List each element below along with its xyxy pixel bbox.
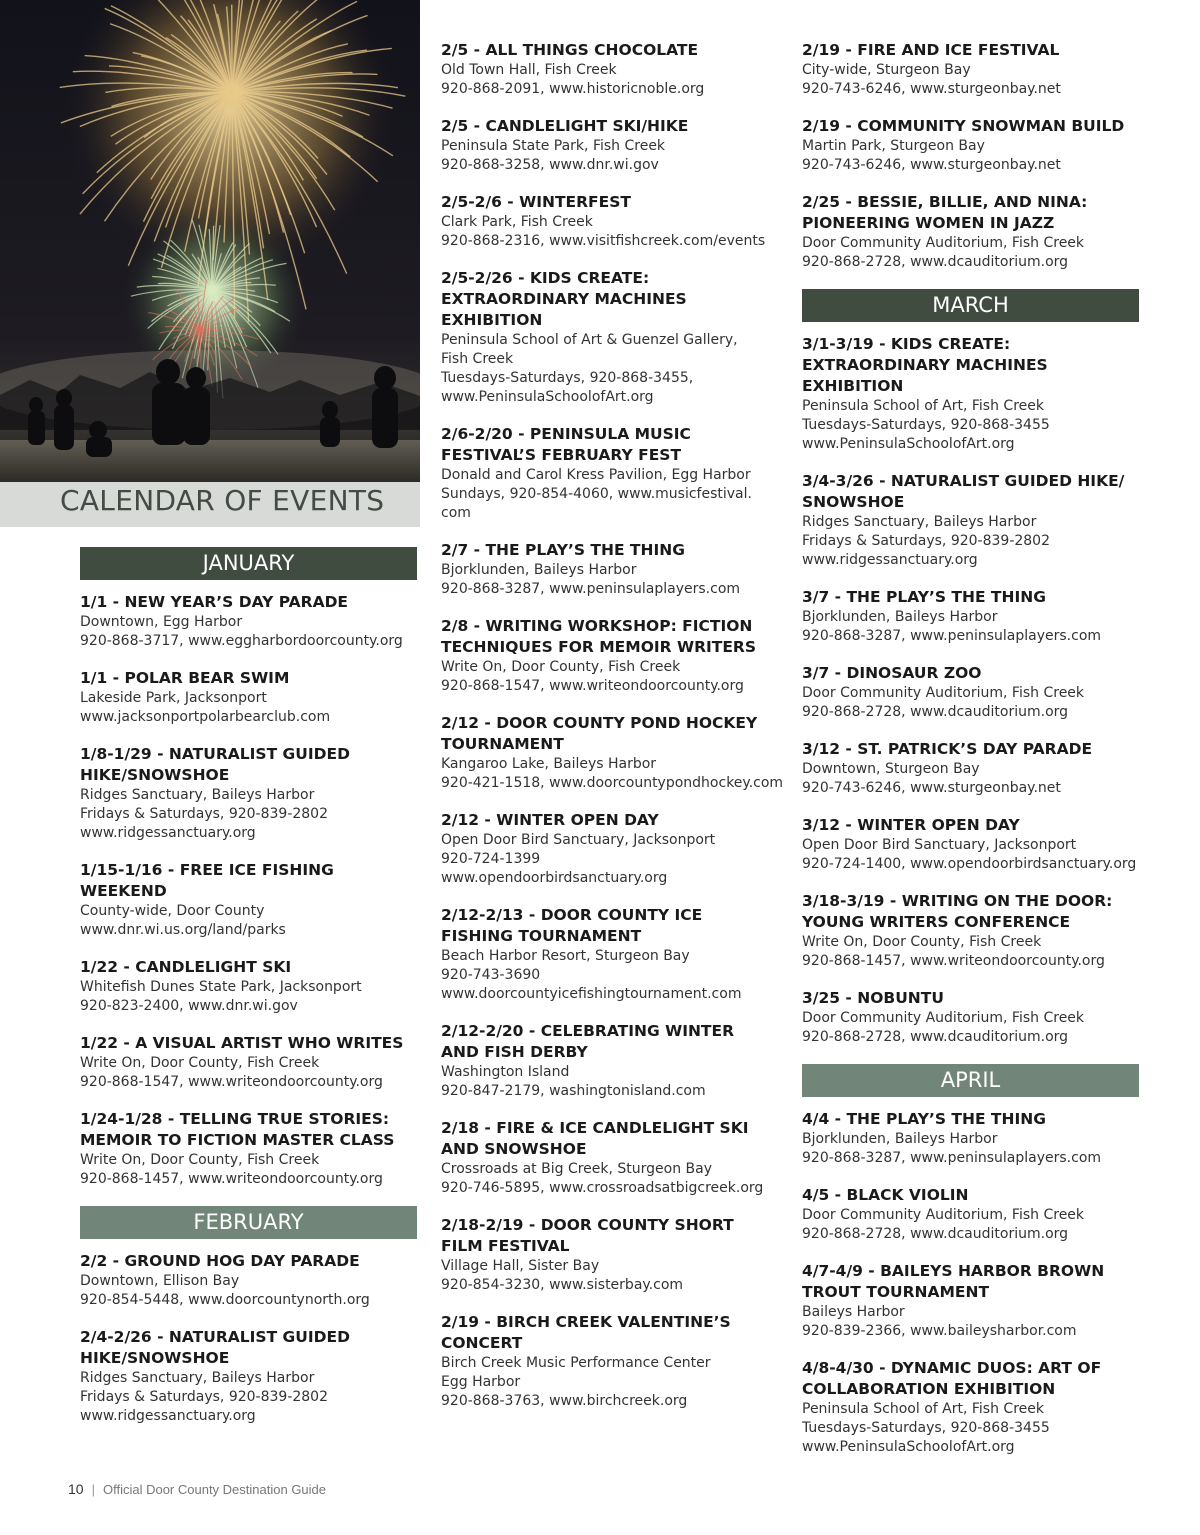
event-item (80, 744, 417, 843)
event-details: County-wide, Door County www.dnr.wi.us.org/land/parks (80, 903, 286, 938)
event-details: Downtown, Ellison Bay 920-854-5448, www.doorcountynorth.org (80, 1273, 370, 1308)
event-item (441, 40, 786, 99)
event-details: Kangaroo Lake, Baileys Harbor 920-421-1518, www.doorcountypondhockey.com (441, 756, 784, 791)
month-header: JANUARY (80, 547, 417, 580)
event-details: Door Community Auditorium, Fish Creek 920-868-2728, www.dcauditorium.org (802, 1207, 1085, 1242)
event-title: 2/5 - CANDLELIGHT SKI/HIKE (441, 117, 689, 135)
event-title: 3/25 - NOBUNTU (802, 989, 944, 1007)
column-3 (802, 40, 1139, 1474)
event-item (802, 116, 1139, 175)
event-details: Donald and Carol Kress Pavilion, Egg Harbor Sundays, 920-854-4060, www.musicfestival. com (441, 467, 752, 521)
event-title: 3/4-3/26 - NATURALIST GUIDED HIKE/ SNOWSHOE (802, 472, 1125, 511)
event-item (80, 1109, 417, 1189)
event-item (802, 334, 1139, 454)
event-details: Lakeside Park, Jacksonport www.jacksonportpolarbearclub.com (80, 690, 331, 725)
event-details: Baileys Harbor 920-839-2366, www.baileysharbor.com (802, 1304, 1077, 1339)
event-title: 2/6-2/20 - PENINSULA MUSIC FESTIVAL’S FEBRUARY FEST (441, 425, 691, 464)
event-details: Downtown, Egg Harbor 920-868-3717, www.eggharbordoorcounty.org (80, 614, 403, 649)
column-1 (80, 547, 417, 1443)
event-item (441, 1312, 786, 1411)
month-header: APRIL (802, 1064, 1139, 1097)
event-title: 2/25 - BESSIE, BILLIE, AND NINA: PIONEERING WOMEN IN JAZZ (802, 193, 1088, 232)
event-details: Washington Island 920-847-2179, washingtonisland.com (441, 1064, 706, 1099)
event-item (80, 1327, 417, 1426)
event-details: Old Town Hall, Fish Creek 920-868-2091, www.historicnoble.org (441, 62, 705, 97)
event-title: 2/19 - COMMUNITY SNOWMAN BUILD (802, 117, 1125, 135)
event-details: Write On, Door County, Fish Creek 920-868-1457, www.writeondoorcounty.org (80, 1152, 383, 1187)
event-title: 1/22 - A VISUAL ARTIST WHO WRITES (80, 1034, 404, 1052)
event-item (441, 192, 786, 251)
page-title: CALENDAR OF EVENTS (60, 484, 385, 517)
event-item (441, 268, 786, 407)
event-title: 3/18-3/19 - WRITING ON THE DOOR: YOUNG WRITERS CONFERENCE (802, 892, 1113, 931)
event-details: Downtown, Sturgeon Bay 920-743-6246, www.sturgeonbay.net (802, 761, 1061, 796)
event-item (80, 668, 417, 727)
event-item (802, 1358, 1139, 1457)
event-item (802, 192, 1139, 272)
event-title: 2/5-2/6 - WINTERFEST (441, 193, 631, 211)
event-details: Open Door Bird Sanctuary, Jacksonport 920-724-1400, www.opendoorbirdsanctuary.org (802, 837, 1137, 872)
event-title: 2/7 - THE PLAY’S THE THING (441, 541, 685, 559)
page-footer (68, 1481, 326, 1497)
event-item (80, 860, 417, 940)
event-details: Birch Creek Music Performance Center Egg Harbor 920-868-3763, www.birchcreek.org (441, 1355, 711, 1409)
event-details: Village Hall, Sister Bay 920-854-3230, www.sisterbay.com (441, 1258, 684, 1293)
event-title: 4/7-4/9 - BAILEYS HARBOR BROWN TROUT TOURNAMENT (802, 1262, 1105, 1301)
event-item (80, 1033, 417, 1092)
event-item (802, 891, 1139, 971)
event-details: Ridges Sanctuary, Baileys Harbor Fridays & Saturdays, 920-839-2802 www.ridgessanctuary.org (80, 787, 329, 841)
event-item (802, 587, 1139, 646)
event-details: Door Community Auditorium, Fish Creek 920-868-2728, www.dcauditorium.org (802, 235, 1085, 270)
event-title: 2/12 - DOOR COUNTY POND HOCKEY TOURNAMENT (441, 714, 758, 753)
event-details: Bjorklunden, Baileys Harbor 920-868-3287, www.peninsulaplayers.com (802, 609, 1102, 644)
event-title: 2/2 - GROUND HOG DAY PARADE (80, 1252, 360, 1270)
event-details: Door Community Auditorium, Fish Creek 920-868-2728, www.dcauditorium.org (802, 685, 1085, 720)
event-item (80, 1251, 417, 1310)
event-details: Crossroads at Big Creek, Sturgeon Bay 920-746-5895, www.crossroadsatbigcreek.org (441, 1161, 764, 1196)
event-title: 2/4-2/26 - NATURALIST GUIDED HIKE/SNOWSHOE (80, 1328, 350, 1367)
event-title: 1/1 - NEW YEAR’S DAY PARADE (80, 593, 349, 611)
event-item (802, 471, 1139, 570)
fireworks-image (0, 0, 420, 482)
event-title: 2/19 - BIRCH CREEK VALENTINE’S CONCERT (441, 1313, 731, 1352)
column-2 (441, 40, 786, 1428)
event-details: Peninsula School of Art & Guenzel Gallery, Fish Creek Tuesdays-Saturdays, 920-868-3455, www.PeninsulaSchoolofArt.org (441, 332, 738, 405)
event-title: 2/19 - FIRE AND ICE FESTIVAL (802, 41, 1060, 59)
event-item (802, 815, 1139, 874)
event-details: Ridges Sanctuary, Baileys Harbor Fridays & Saturdays, 920-839-2802 www.ridgessanctuary.org (80, 1370, 329, 1424)
event-item (441, 424, 786, 523)
event-item (441, 616, 786, 696)
event-item (80, 592, 417, 651)
event-item (441, 1118, 786, 1198)
event-title: 4/8-4/30 - DYNAMIC DUOS: ART OF COLLABORATION EXHIBITION (802, 1359, 1102, 1398)
event-item (802, 1109, 1139, 1168)
page-number: 10 (68, 1481, 84, 1497)
event-item (802, 1261, 1139, 1341)
event-item (802, 1185, 1139, 1244)
fireworks-photo (0, 0, 420, 482)
event-item (441, 810, 786, 888)
event-title: 1/15-1/16 - FREE ICE FISHING WEEKEND (80, 861, 334, 900)
event-details: Martin Park, Sturgeon Bay 920-743-6246, www.sturgeonbay.net (802, 138, 1061, 173)
event-details: Peninsula School of Art, Fish Creek Tuesdays-Saturdays, 920-868-3455 www.PeninsulaSchoolofArt.org (802, 398, 1050, 452)
event-details: Write On, Door County, Fish Creek 920-868-1457, www.writeondoorcounty.org (802, 934, 1105, 969)
event-item (441, 905, 786, 1004)
event-details: City-wide, Sturgeon Bay 920-743-6246, www.sturgeonbay.net (802, 62, 1061, 97)
event-details: Whitefish Dunes State Park, Jacksonport 920-823-2400, www.dnr.wi.gov (80, 979, 362, 1014)
event-title: 4/4 - THE PLAY’S THE THING (802, 1110, 1046, 1128)
event-title: 2/8 - WRITING WORKSHOP: FICTION TECHNIQUES FOR MEMOIR WRITERS (441, 617, 757, 656)
event-details: Ridges Sanctuary, Baileys Harbor Fridays & Saturdays, 920-839-2802 www.ridgessanctuary.org (802, 514, 1051, 568)
event-item (802, 739, 1139, 798)
event-details: Door Community Auditorium, Fish Creek 920-868-2728, www.dcauditorium.org (802, 1010, 1085, 1045)
event-title: 3/7 - THE PLAY’S THE THING (802, 588, 1046, 606)
event-title: 2/12-2/13 - DOOR COUNTY ICE FISHING TOURNAMENT (441, 906, 703, 945)
event-title: 1/8-1/29 - NATURALIST GUIDED HIKE/SNOWSHOE (80, 745, 350, 784)
event-title: 2/5-2/26 - KIDS CREATE: EXTRAORDINARY MACHINES EXHIBITION (441, 269, 687, 329)
event-details: Clark Park, Fish Creek 920-868-2316, www.visitfishcreek.com/events (441, 214, 766, 249)
event-details: Bjorklunden, Baileys Harbor 920-868-3287, www.peninsulaplayers.com (802, 1131, 1102, 1166)
event-title: 1/1 - POLAR BEAR SWIM (80, 669, 290, 687)
event-title: 3/1-3/19 - KIDS CREATE: EXTRAORDINARY MACHINES EXHIBITION (802, 335, 1048, 395)
event-item (441, 1021, 786, 1101)
footer-separator: | (91, 1482, 95, 1497)
event-title: 1/24-1/28 - TELLING TRUE STORIES: MEMOIR TO FICTION MASTER CLASS (80, 1110, 395, 1149)
event-item (802, 988, 1139, 1047)
event-item (80, 957, 417, 1016)
event-title: 2/12 - WINTER OPEN DAY (441, 811, 659, 829)
month-header: FEBRUARY (80, 1206, 417, 1239)
event-item (441, 540, 786, 599)
event-title: 3/12 - ST. PATRICK’S DAY PARADE (802, 740, 1093, 758)
event-title: 4/5 - BLACK VIOLIN (802, 1186, 969, 1204)
event-item (441, 1215, 786, 1295)
event-details: Peninsula School of Art, Fish Creek Tuesdays-Saturdays, 920-868-3455 www.PeninsulaSchoolofArt.org (802, 1401, 1050, 1455)
event-title: 2/18 - FIRE & ICE CANDLELIGHT SKI AND SNOWSHOE (441, 1119, 749, 1158)
event-item (802, 663, 1139, 722)
event-details: Bjorklunden, Baileys Harbor 920-868-3287, www.peninsulaplayers.com (441, 562, 741, 597)
event-title: 1/22 - CANDLELIGHT SKI (80, 958, 292, 976)
event-title: 2/5 - ALL THINGS CHOCOLATE (441, 41, 699, 59)
month-header: MARCH (802, 289, 1139, 322)
guide-name: Official Door County Destination Guide (102, 1482, 327, 1497)
event-details: Write On, Door County, Fish Creek 920-868-1547, www.writeondoorcounty.org (441, 659, 744, 694)
event-title: 3/12 - WINTER OPEN DAY (802, 816, 1020, 834)
event-details: Open Door Bird Sanctuary, Jacksonport 920-724-1399 www.opendoorbirdsanctuary.org (441, 832, 716, 886)
event-title: 2/12-2/20 - CELEBRATING WINTER AND FISH DERBY (441, 1022, 735, 1061)
event-item (441, 116, 786, 175)
event-title: 2/18-2/19 - DOOR COUNTY SHORT FILM FESTIVAL (441, 1216, 734, 1255)
event-item (802, 40, 1139, 99)
event-title: 3/7 - DINOSAUR ZOO (802, 664, 982, 682)
event-details: Peninsula State Park, Fish Creek 920-868-3258, www.dnr.wi.gov (441, 138, 666, 173)
event-details: Write On, Door County, Fish Creek 920-868-1547, www.writeondoorcounty.org (80, 1055, 383, 1090)
event-item (441, 713, 786, 793)
event-details: Beach Harbor Resort, Sturgeon Bay 920-743-3690 www.doorcountyicefishingtournament.com (441, 948, 742, 1002)
